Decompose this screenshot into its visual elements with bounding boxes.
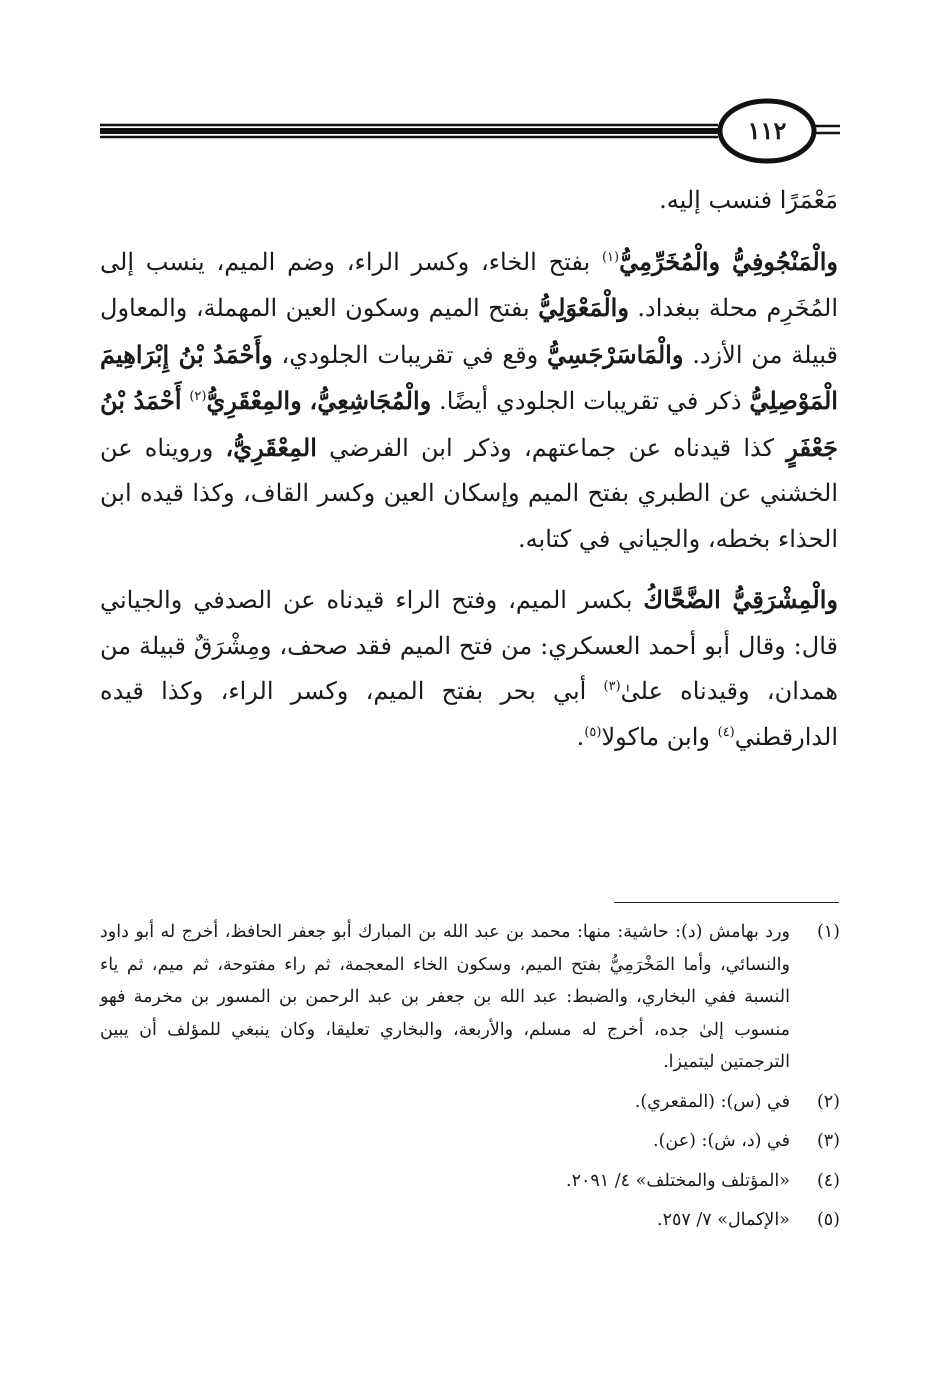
footnote <box>100 916 840 1079</box>
footnote-text: ورد بهامش (د): حاشية: منها: محمد بن عبد الله بن المبارك أبو جعفر الحافظ، أخرج له أبو داود والنسائي، وأما المَخْرَمِيُّ بفتح الميم، وسكون الخاء المعجمة، ثم راء مفتوحة، ثم ميم، ثم ياء النسبة ففي البخاري، والضبط: عبد الله بن جعفر بن عبد الرحمن بن المسور بن مخرمة فهو منسوب إلىٰ جده، أخرج له مسلم، والأربعة، والبخاري تعليقا، وكان ينبغي للمؤلف أن يبين الترجمتين ليتميزا. <box>100 922 790 1072</box>
paragraph-3 <box>100 577 838 760</box>
entry-name: والْمَنْجُوفِيُّ <box>731 246 838 276</box>
entry-name: أَحْمَدُ بْنُ جَعْفَرٍ <box>100 386 838 462</box>
paragraph-text: بكسر الميم، وفتح الراء قيدناه عن الصدفي والجياني قال: وقال أبو أحمد العسكري: من فتح الميم فقد صحف، ومِشْرَقٌ قبيلة من همدان، وقيدناه علىٰ <box>100 586 838 705</box>
entry-name: والْمَعْوَلِيُّ <box>538 293 629 322</box>
paragraph-text: ذكر في تقريبات الجلودي أيضًا. <box>431 387 750 415</box>
footnote-text: في (س): (المقعري). <box>634 1091 790 1112</box>
paragraph-text: . <box>576 722 585 751</box>
paragraph-1: مَعْمَرًا فنسب إليه. <box>659 186 838 214</box>
page-header <box>100 96 840 166</box>
paragraph-text: وابن ماكولا <box>601 722 718 751</box>
footnote-separator <box>614 902 839 903</box>
footnote-number: (٤) <box>816 1170 840 1191</box>
entry-name: والْمُخَرِّمِيُّ <box>619 246 721 276</box>
paragraph-text <box>302 387 310 415</box>
footnote <box>100 1086 840 1119</box>
footnote-number: (١) <box>816 922 840 942</box>
footnote-number: (٥) <box>816 1210 840 1230</box>
footnote-number: (٢) <box>816 1091 840 1112</box>
main-text <box>100 178 838 760</box>
paragraph-2 <box>100 239 838 563</box>
footnote-ref: (٥) <box>584 724 602 740</box>
footnote-text: «المؤتلف والمختلف» ٤/ ٢٠٩١. <box>566 1170 790 1191</box>
footnotes <box>100 916 840 1237</box>
entry-name: والمِعْقَرِيُّ <box>206 386 302 415</box>
paragraph-text: بفتح الميم وسكون العين المهملة، والمعاول قبيلة من الأزد. <box>100 294 839 369</box>
footnote-ref: (٢) <box>189 389 207 404</box>
page-number: ١١٢ <box>747 116 787 145</box>
footnote-text: «الإكمال» ٧/ ٢٥٧. <box>657 1210 790 1230</box>
entry-name: المِعْقَرِيُّ، <box>225 432 317 462</box>
entry-name: وأَحْمَدُ بْنُ إِبْرَاهِيمَ الْمَوْصِلِيُّ <box>100 339 838 415</box>
paragraph-text: كذا قيدناه عن جماعتهم، وذكر ابن الفرضي <box>316 433 787 462</box>
paragraph-text: وقع في تقريبات الجلودي، <box>272 340 548 369</box>
footnote <box>100 1204 840 1237</box>
paragraph-text: بفتح الخاء، وكسر الراء، وضم الميم، ينسب إلى المُخَرِم محلة ببغداد. <box>100 247 838 322</box>
entry-name: والْمِشْرَقِيُّ الضَّحَّاكُ <box>643 585 838 614</box>
footnote-ref: (١) <box>601 249 620 265</box>
footnote <box>100 1125 840 1158</box>
entry-name: والْمُجَاشِعِيُّ، <box>309 386 432 415</box>
footnote <box>100 1165 840 1198</box>
footnote-ref: (٤) <box>717 724 735 740</box>
footnote-ref: (٣) <box>603 679 621 694</box>
footnote-number: (٣) <box>816 1131 840 1151</box>
footnote-text: في (د، ش): (عن). <box>653 1131 790 1151</box>
paragraph-text: أبي بحر بفتح الميم، وكسر الراء، وكذا قيده الدارقطني <box>100 677 838 751</box>
entry-name: والْمَاسَرْجَسِيُّ <box>547 339 684 369</box>
paragraph-text: ورويناه عن الخشني عن الطبري بفتح الميم وإسكان العين وكسر القاف، وكذا قيده ابن الحذاء بخطه، والجياني في كتابه. <box>100 433 838 553</box>
